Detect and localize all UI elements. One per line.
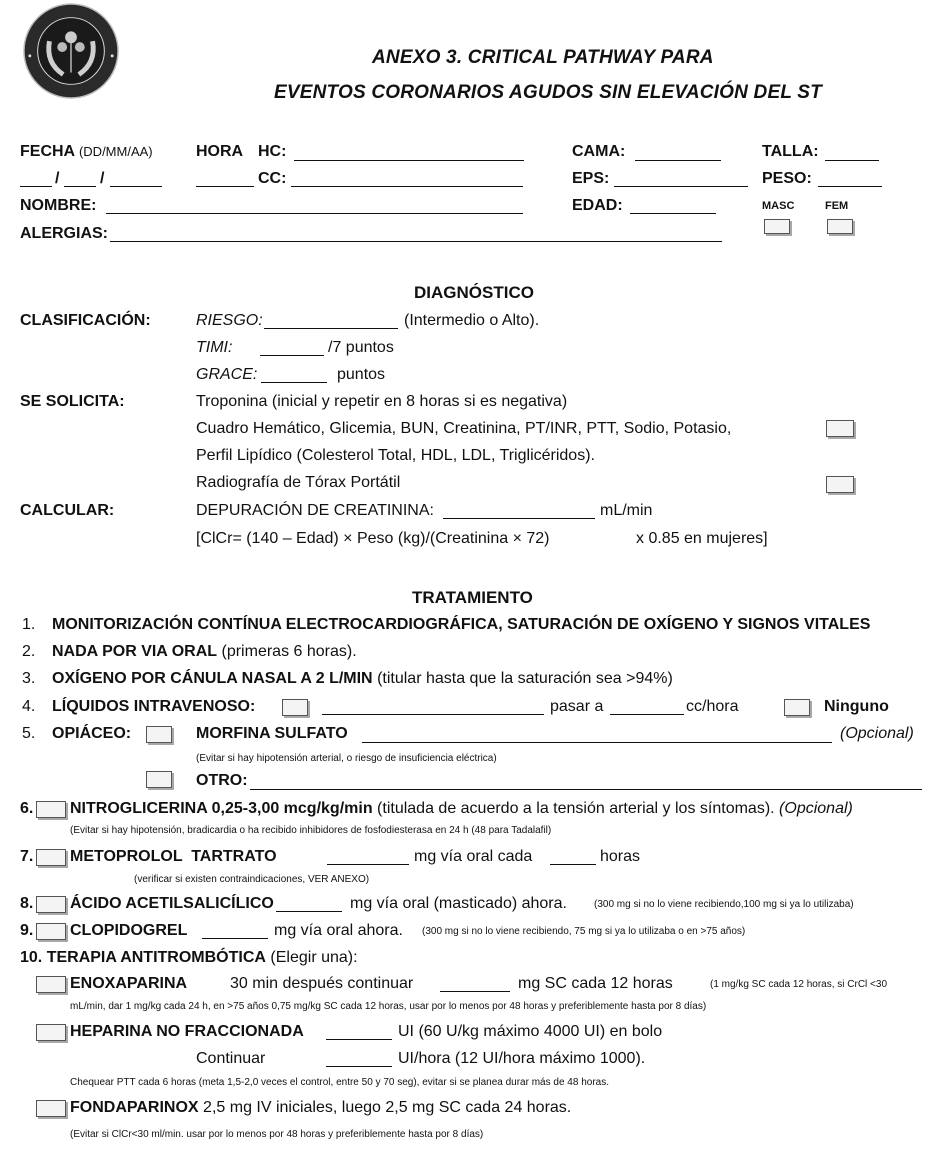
hospital-seal-logo bbox=[22, 2, 120, 100]
aspirina-mg-label: mg vía oral (masticado) ahora. bbox=[350, 895, 567, 912]
cc-hora-field[interactable] bbox=[610, 714, 684, 715]
title-line-1: ANEXO 3. CRITICAL PATHWAY PARA bbox=[372, 47, 714, 68]
peso-label: PESO: bbox=[762, 170, 812, 187]
formula-women-text: x 0.85 en mujeres] bbox=[636, 530, 768, 547]
talla-label: TALLA: bbox=[762, 143, 819, 160]
item-number: 8. bbox=[20, 895, 34, 912]
item-note: (titular hasta que la saturación sea >94%) bbox=[377, 670, 673, 687]
item-metoprolol: METOPROLOL TARTRATO bbox=[70, 848, 277, 865]
se-solicita-label: SE SOLICITA: bbox=[20, 393, 125, 410]
alergias-label: ALERGIAS: bbox=[20, 225, 108, 242]
riesgo-hint: (Intermedio o Alto). bbox=[404, 312, 540, 329]
cama-label: CAMA: bbox=[572, 143, 626, 160]
date-separator: / bbox=[55, 170, 60, 187]
metoprolol-horas-field[interactable] bbox=[550, 864, 596, 865]
nombre-field[interactable] bbox=[106, 213, 523, 214]
ninguno-checkbox[interactable] bbox=[784, 699, 810, 716]
item-oxigeno: OXÍGENO POR CÁNULA NASAL A 2 L/MIN (titular hasta que la saturación sea >94%) bbox=[52, 670, 673, 687]
depuracion-label: DEPURACIÓN DE CREATININA: bbox=[196, 502, 434, 519]
item-desc: (titulada de acuerdo a la tensión arterial y los síntomas). bbox=[377, 800, 775, 817]
calcular-label: CALCULAR: bbox=[20, 502, 115, 519]
heparina-continuar-label: Continuar bbox=[196, 1050, 266, 1067]
grace-label: GRACE: bbox=[196, 366, 258, 383]
alergias-field[interactable] bbox=[110, 241, 722, 242]
clasificacion-label: CLASIFICACIÓN: bbox=[20, 312, 151, 329]
liquidos-checkbox[interactable] bbox=[282, 699, 308, 716]
riesgo-label: RIESGO: bbox=[196, 312, 263, 329]
radiografia-text: Radiografía de Tórax Portátil bbox=[196, 474, 401, 491]
metoprolol-mg-label: mg vía oral cada bbox=[414, 848, 533, 865]
heparina-bolo-field[interactable] bbox=[326, 1039, 392, 1040]
peso-field[interactable] bbox=[818, 186, 882, 187]
fondaparinox-checkbox[interactable] bbox=[36, 1100, 66, 1117]
heparina-hora-label: UI/hora (12 UI/hora máximo 1000). bbox=[398, 1050, 646, 1067]
item-number: 1. bbox=[22, 616, 36, 633]
fem-checkbox[interactable] bbox=[827, 219, 853, 234]
heparina-hora-field[interactable] bbox=[326, 1066, 392, 1067]
item-number: 6. bbox=[20, 800, 34, 817]
labs-checkbox[interactable] bbox=[826, 420, 854, 437]
enoxaparina-note-1: (1 mg/kg SC cada 12 horas, si CrCl <30 bbox=[710, 979, 888, 990]
item-nada-via-oral: NADA POR VIA ORAL (primeras 6 horas). bbox=[52, 643, 357, 660]
item-number: 9. bbox=[20, 922, 34, 939]
item-liquidos: LÍQUIDOS INTRAVENOSO: bbox=[52, 698, 256, 715]
fem-label: FEM bbox=[825, 200, 849, 212]
eps-field[interactable] bbox=[614, 186, 748, 187]
item-number: 5. bbox=[22, 725, 36, 742]
enoxaparina-desc: 30 min después continuar bbox=[230, 975, 414, 992]
date-month-field[interactable] bbox=[64, 186, 96, 187]
metoprolol-note: (verificar si existen contraindicaciones, VER ANEXO) bbox=[134, 874, 370, 885]
item-fondaparinox: FONDAPARINOX 2,5 mg IV iniciales, luego 2,5 mg SC cada 24 horas. bbox=[70, 1099, 572, 1116]
otro-opiaceo-checkbox[interactable] bbox=[146, 771, 172, 788]
enoxaparina-mg-label: mg SC cada 12 horas bbox=[518, 975, 673, 992]
clopidogrel-checkbox[interactable] bbox=[36, 923, 66, 940]
date-year-field[interactable] bbox=[110, 186, 162, 187]
item-terapia-antitrombotica: 10. TERAPIA ANTITROMBÓTICA (Elegir una): bbox=[20, 949, 358, 966]
item-monitorizacion: MONITORIZACIÓN CONTÍNUA ELECTROCARDIOGRÁFICA, SATURACIÓN DE OXÍGENO Y SIGNOS VITALES bbox=[52, 616, 871, 633]
metoprolol-mg-field[interactable] bbox=[327, 864, 409, 865]
date-separator: / bbox=[100, 170, 105, 187]
clopidogrel-note: (300 mg si no lo viene recibiendo, 75 mg si ya lo utilizaba o en >75 años) bbox=[422, 926, 746, 937]
nitroglicerina-checkbox[interactable] bbox=[36, 801, 66, 818]
morfina-note: (Evitar si hay hipotensión arterial, o riesgo de insuficiencia eléctrica) bbox=[196, 753, 497, 764]
cama-field[interactable] bbox=[635, 160, 721, 161]
clopidogrel-mg-label: mg vía oral ahora. bbox=[274, 922, 403, 939]
enoxaparina-checkbox[interactable] bbox=[36, 976, 66, 993]
tratamiento-heading: TRATAMIENTO bbox=[412, 588, 533, 607]
item-note: (Elegir una): bbox=[270, 949, 358, 966]
item-opiaceo: OPIÁCEO: bbox=[52, 725, 132, 742]
item-clopidogrel: CLOPIDOGREL bbox=[70, 922, 188, 939]
morfina-field[interactable] bbox=[362, 742, 832, 743]
cuadro-hematico-text: Cuadro Hemático, Glicemia, BUN, Creatinina, PT/INR, PTT, Sodio, Potasio, bbox=[196, 420, 732, 437]
aspirina-mg-field[interactable] bbox=[276, 911, 342, 912]
cc-field[interactable] bbox=[291, 186, 523, 187]
heparina-note: Chequear PTT cada 6 horas (meta 1,5-2,0 veces el control, entre 50 y 70 seg), evitar si se planea durar más de 48 horas. bbox=[70, 1077, 609, 1088]
cc-label: CC: bbox=[258, 170, 287, 187]
timi-field[interactable] bbox=[260, 355, 324, 356]
cc-hora-unit: cc/hora bbox=[686, 698, 739, 715]
metoprolol-horas-label: horas bbox=[600, 848, 641, 865]
morfina-opcional: (Opcional) bbox=[840, 725, 914, 742]
depuracion-field[interactable] bbox=[443, 518, 595, 519]
item-opcional: (Opcional) bbox=[779, 800, 853, 817]
eps-label: EPS: bbox=[572, 170, 610, 187]
enoxaparina-note-2: mL/min, dar 1 mg/kg cada 24 h, en >75 años 0,75 mg/kg SC cada 12 horas, usar por lo menos por 48 horas y preferiblemente hasta por 8 días) bbox=[70, 1001, 707, 1012]
formula-text: [ClCr= (140 – Edad) × Peso (kg)/(Creatinina × 72) bbox=[196, 530, 550, 547]
diagnostico-heading: DIAGNÓSTICO bbox=[414, 283, 534, 302]
ninguno-label: Ninguno bbox=[824, 698, 889, 715]
heparina-label: HEPARINA NO FRACCIONADA bbox=[70, 1023, 304, 1040]
item-number: 7. bbox=[20, 848, 34, 865]
liquidos-field[interactable] bbox=[322, 714, 544, 715]
fecha-label: FECHA (DD/MM/AA) bbox=[20, 143, 153, 160]
clopidogrel-mg-field[interactable] bbox=[202, 938, 268, 939]
fondaparinox-note: (Evitar si ClCr<30 ml/min. usar por lo menos por 48 horas y preferiblemente hasta por 8 días) bbox=[70, 1129, 484, 1140]
item-number: 2. bbox=[22, 643, 36, 660]
heparina-bolo-label: UI (60 U/kg máximo 4000 UI) en bolo bbox=[398, 1023, 663, 1040]
hc-label: HC: bbox=[258, 143, 287, 160]
grace-suffix: puntos bbox=[337, 366, 386, 383]
enoxaparina-mg-field[interactable] bbox=[440, 991, 510, 992]
aspirina-note: (300 mg si no lo viene recibiendo,100 mg si ya lo utilizaba) bbox=[594, 899, 854, 910]
fondaparinox-desc: 2,5 mg IV iniciales, luego 2,5 mg SC cada 24 horas. bbox=[203, 1099, 572, 1116]
pasar-a-label: pasar a bbox=[550, 698, 604, 715]
item-number: 4. bbox=[22, 698, 36, 715]
perfil-lipidico-text: Perfil Lipídico (Colesterol Total, HDL, LDL, Triglicéridos). bbox=[196, 447, 595, 464]
item-number: 3. bbox=[22, 670, 36, 687]
masc-label: MASC bbox=[762, 200, 795, 212]
edad-field[interactable] bbox=[630, 213, 716, 214]
depuracion-unit: mL/min bbox=[600, 502, 653, 519]
timi-suffix: /7 puntos bbox=[328, 339, 394, 356]
item-nitroglicerina: NITROGLICERINA 0,25-3,00 mcg/kg/min (titulada de acuerdo a la tensión arterial y los síntomas). (Opcional) bbox=[70, 800, 853, 817]
nombre-label: NOMBRE: bbox=[20, 197, 97, 214]
item-note: (primeras 6 horas). bbox=[221, 643, 357, 660]
fecha-format: (DD/MM/AA) bbox=[78, 144, 153, 159]
hora-label: HORA bbox=[196, 143, 244, 160]
troponina-text: Troponina (inicial y repetir en 8 horas si es negativa) bbox=[196, 393, 568, 410]
enoxaparina-label: ENOXAPARINA bbox=[70, 975, 188, 992]
metoprolol-checkbox[interactable] bbox=[36, 849, 66, 866]
date-day-field[interactable] bbox=[20, 186, 52, 187]
masc-checkbox[interactable] bbox=[764, 219, 790, 234]
aspirina-checkbox[interactable] bbox=[36, 896, 66, 913]
hc-field[interactable] bbox=[294, 160, 524, 161]
grace-field[interactable] bbox=[261, 382, 327, 383]
morfina-label: MORFINA SULFATO bbox=[196, 725, 348, 742]
radiografia-checkbox[interactable] bbox=[826, 476, 854, 493]
riesgo-field[interactable] bbox=[264, 328, 398, 329]
nitroglicerina-note: (Evitar si hay hipotensión, bradicardia o ha recibido inhibidores de fosfodiesterasa en 24 h (48 para Tadalafil) bbox=[70, 825, 552, 836]
heparina-checkbox[interactable] bbox=[36, 1024, 66, 1041]
hora-field[interactable] bbox=[196, 186, 254, 187]
item-acido-acetilsalicilico: ÁCIDO ACETILSALICÍLICO bbox=[70, 895, 274, 912]
morfina-checkbox[interactable] bbox=[146, 726, 172, 743]
otro-field[interactable] bbox=[250, 789, 922, 790]
title-line-2: EVENTOS CORONARIOS AGUDOS SIN ELEVACIÓN DEL ST bbox=[274, 82, 822, 103]
otro-label: OTRO: bbox=[196, 772, 248, 789]
timi-label: TIMI: bbox=[196, 339, 233, 356]
talla-field[interactable] bbox=[825, 160, 879, 161]
edad-label: EDAD: bbox=[572, 197, 623, 214]
